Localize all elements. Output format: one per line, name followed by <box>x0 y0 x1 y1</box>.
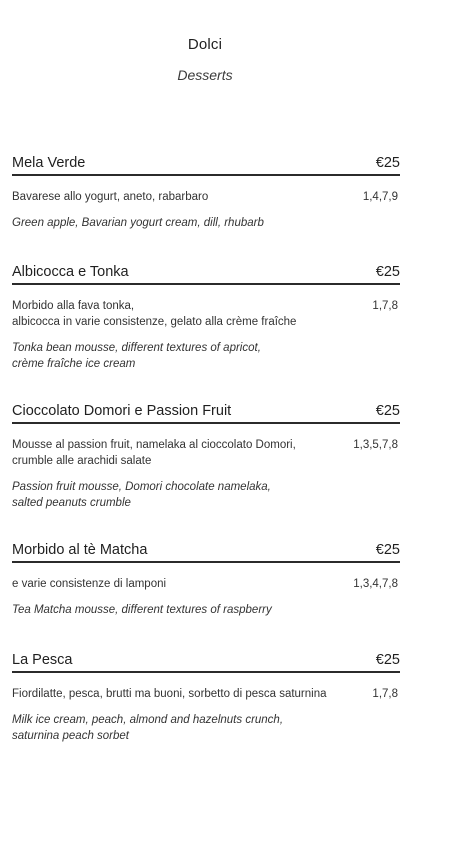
menu-item-la-pesca <box>12 652 400 744</box>
item-price: €25 <box>375 264 400 280</box>
item-body <box>12 686 400 702</box>
item-header <box>12 403 400 424</box>
item-description-it: Fiordilatte, pesca, brutti ma buoni, sorbetto di pesca saturnina <box>12 688 327 700</box>
item-description-it: Bavarese allo yogurt, aneto, rabarbaro <box>12 191 209 203</box>
item-header <box>12 155 400 176</box>
item-name: Cioccolato Domori e Passion Fruit <box>12 403 232 419</box>
item-name: Albicocca e Tonka <box>12 264 129 280</box>
item-description-en: Tea Matcha mousse, different textures of raspberry <box>12 604 272 616</box>
item-body <box>12 576 400 592</box>
item-body <box>12 437 400 469</box>
item-description-en: Green apple, Bavarian yogurt cream, dill, rhubarb <box>12 217 264 229</box>
item-description-it: e varie consistenze di lamponi <box>12 578 167 590</box>
menu-item-albicocca-tonka <box>12 264 400 372</box>
item-price: €25 <box>375 155 400 171</box>
item-name: La Pesca <box>12 652 73 668</box>
item-allergens: 1,3,4,7,8 <box>353 578 398 590</box>
item-description-it: Morbido alla fava tonka, albicocca in varie consistenze, gelato alla crème fraîche <box>12 300 297 328</box>
item-allergens: 1,3,5,7,8 <box>353 439 398 451</box>
item-price: €25 <box>375 403 400 419</box>
item-price: €25 <box>375 542 400 558</box>
menu-title: Dolci <box>187 36 223 53</box>
item-body <box>12 189 400 205</box>
item-price: €25 <box>375 652 400 668</box>
item-allergens: 1,4,7,9 <box>362 191 398 203</box>
menu-item-morbido-matcha <box>12 542 400 618</box>
item-description-it: Mousse al passion fruit, namelaka al cioccolato Domori, crumble alle arachidi salate <box>12 439 296 467</box>
item-allergens: 1,7,8 <box>372 688 398 700</box>
menu-subtitle: Desserts <box>177 67 233 83</box>
item-header <box>12 652 400 673</box>
item-name: Morbido al tè Matcha <box>12 542 148 558</box>
menu-item-mela-verde <box>12 155 400 231</box>
item-description-en: Milk ice cream, peach, almond and hazelnuts crunch, saturnina peach sorbet <box>12 714 284 742</box>
item-name: Mela Verde <box>12 155 86 171</box>
menu-item-cioccolato-passion-fruit <box>12 403 400 511</box>
item-body <box>12 298 400 330</box>
item-header <box>12 264 400 285</box>
item-description-en: Tonka bean mousse, different textures of apricot, crème fraîche ice cream <box>12 342 261 370</box>
menu-header <box>0 36 410 83</box>
item-header <box>12 542 400 563</box>
item-description-en: Passion fruit mousse, Domori chocolate namelaka, salted peanuts crumble <box>12 481 271 509</box>
item-allergens: 1,7,8 <box>372 300 398 312</box>
